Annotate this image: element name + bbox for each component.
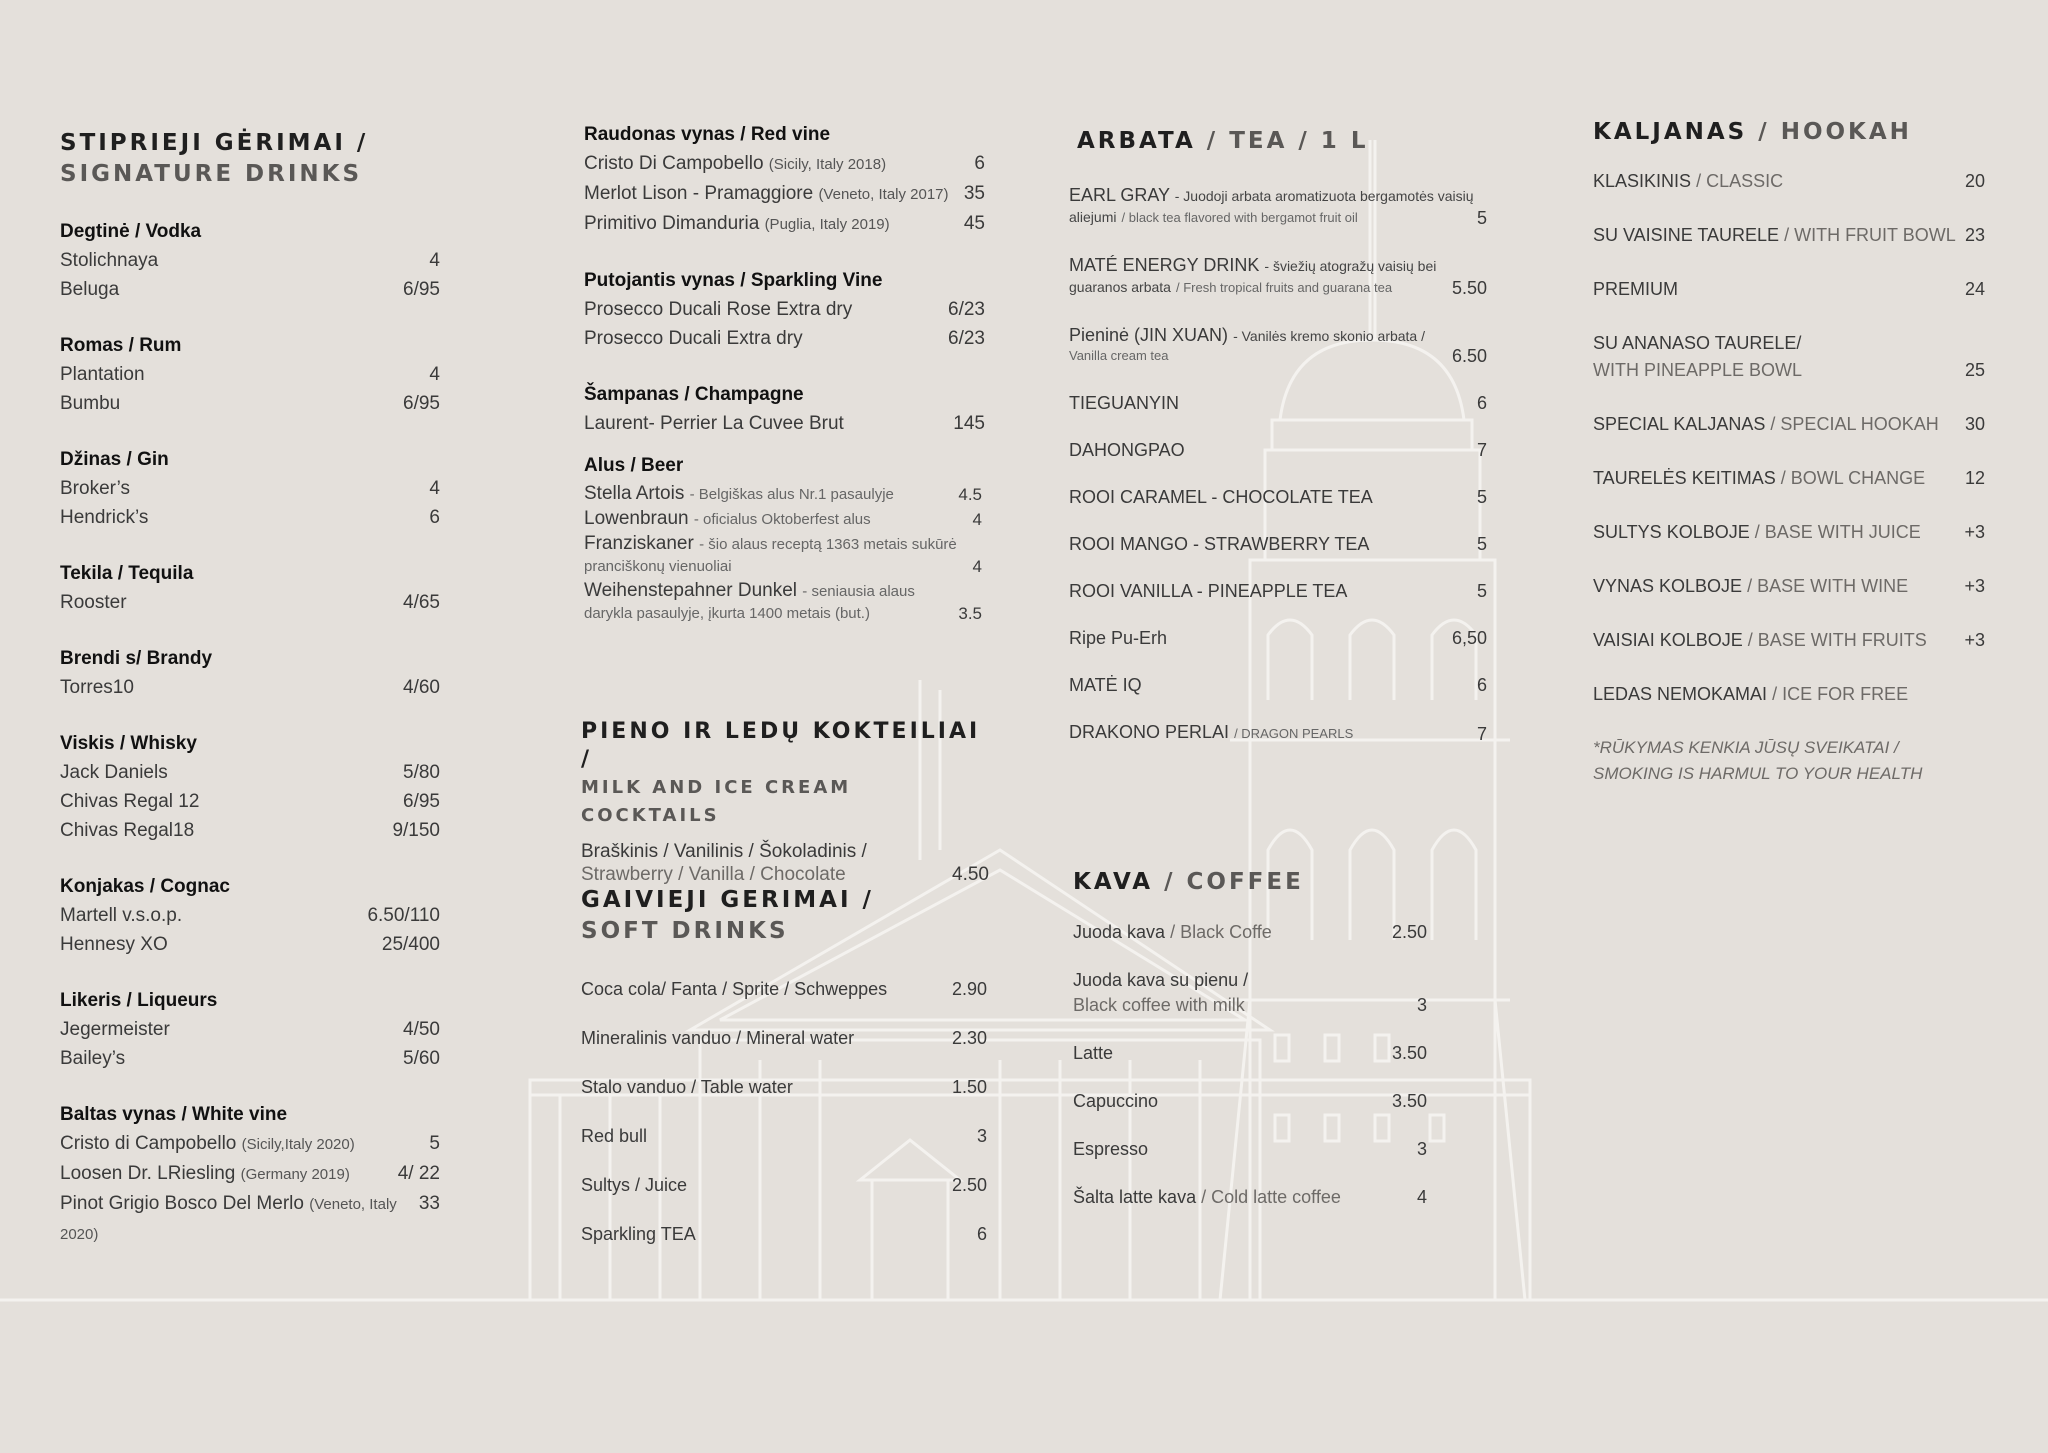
menu-item bbox=[60, 503, 440, 532]
menu-item-name: Chivas Regal18 bbox=[60, 820, 195, 841]
menu-item bbox=[1069, 628, 1501, 648]
menu-item-price: 4 bbox=[1416, 1187, 1427, 1207]
red-vine-items bbox=[584, 149, 990, 239]
menu-item-name: SPECIAL KALJANAS / SPECIAL HOOKAH bbox=[1593, 414, 1939, 434]
menu-item-price: 4 bbox=[972, 510, 982, 529]
menu-item-price: 33 bbox=[418, 1193, 440, 1214]
menu-group bbox=[60, 730, 440, 845]
menu-item-name: Primitivo Dimanduria (Puglia, Italy 2019) bbox=[584, 213, 890, 234]
menu-item-name: Šalta latte kava / Cold latte coffee bbox=[1073, 1187, 1341, 1207]
section-title-hookah: KALJANAS / HOOKAH bbox=[1593, 119, 1912, 145]
champagne-items bbox=[584, 409, 990, 438]
menu-item-name: ROOI CARAMEL - CHOCOLATE TEA bbox=[1069, 487, 1373, 507]
menu-item-price: 4 bbox=[429, 478, 440, 499]
menu-item bbox=[581, 965, 987, 1014]
menu-item-price: 6 bbox=[1476, 393, 1487, 413]
menu-item-price: +3 bbox=[1964, 630, 1985, 650]
menu-item-name: Juoda kava su pienu / Black coffee with milk bbox=[1073, 970, 1249, 1015]
menu-item bbox=[60, 758, 440, 787]
menu-group bbox=[60, 218, 440, 304]
menu-item-name: Braškinis / Vanilinis / Šokoladinis / Strawberry / Vanilla / Chocolate bbox=[581, 841, 867, 885]
coffee-items bbox=[1073, 920, 1463, 1210]
menu-item bbox=[1593, 519, 1985, 546]
menu-item-name: Loosen Dr. LRiesling (Germany 2019) bbox=[60, 1163, 350, 1184]
column-signature-drinks bbox=[60, 128, 440, 1249]
menu-item-price: 6.50/110 bbox=[367, 905, 440, 926]
menu-item-price: 23 bbox=[1964, 225, 1985, 245]
menu-group-champagne bbox=[584, 381, 990, 438]
menu-item-name: Jegermeister bbox=[60, 1019, 170, 1040]
menu-item-name: ROOI VANILLA - PINEAPPLE TEA bbox=[1069, 581, 1348, 601]
menu-group-title: Degtinė / Vodka bbox=[60, 221, 202, 242]
sparkling-vine-items bbox=[584, 295, 990, 353]
section-title-signature-drinks: STIPRIEJI GĖRIMAI / SIGNATURE DRINKS bbox=[60, 130, 369, 187]
beer-items bbox=[584, 483, 990, 624]
menu-group bbox=[60, 645, 440, 702]
menu-item-name: EARL GRAY - Juodoji arbata aromatizuota bergamotės vaisių aliejumi / black tea flavored with bergamot fruit oil bbox=[1069, 185, 1474, 225]
menu-group-sparkling-vine bbox=[584, 267, 990, 353]
menu-item-name: TIEGUANYIN bbox=[1069, 393, 1180, 413]
menu-item-price: +3 bbox=[1964, 576, 1985, 596]
menu-item bbox=[1073, 1137, 1463, 1162]
menu-item-price: 25/400 bbox=[381, 934, 440, 955]
signature-drinks-groups bbox=[60, 218, 440, 1073]
menu-item bbox=[60, 1189, 440, 1249]
menu-item-price: 6,50 bbox=[1451, 628, 1487, 648]
menu-item-price: 4/60 bbox=[403, 677, 440, 698]
menu-item-price: 5 bbox=[1476, 581, 1487, 601]
menu-item bbox=[60, 1129, 440, 1159]
menu-item bbox=[1069, 722, 1501, 744]
menu-item-price: 6/95 bbox=[403, 393, 440, 414]
menu-group-title: Viskis / Whisky bbox=[60, 733, 197, 754]
menu-item-price: 6 bbox=[976, 1224, 987, 1244]
menu-item-price: 4 bbox=[972, 557, 982, 576]
menu-item-name: Chivas Regal 12 bbox=[60, 791, 200, 812]
menu-group-title: Brendi s/ Brandy bbox=[60, 648, 213, 669]
menu-item-name: DRAKONO PERLAI / DRAGON PEARLS bbox=[1069, 722, 1354, 742]
menu-item bbox=[584, 149, 990, 179]
health-warning: *RŪKYMAS KENKIA JŪSŲ SVEIKATAI / SMOKING IS HARMUL TO YOUR HEALTH bbox=[1593, 738, 1923, 783]
menu-item-name: TAURELĖS KEITIMAS / BOWL CHANGE bbox=[1593, 468, 1926, 488]
menu-item-price: 5 bbox=[429, 1133, 440, 1154]
menu-item bbox=[1593, 627, 1985, 654]
menu-item bbox=[1073, 920, 1463, 945]
soft-drinks-items bbox=[581, 965, 987, 1259]
menu-item-name: Prosecco Ducali Rose Extra dry bbox=[584, 299, 853, 320]
menu-item-name: Merlot Lison - Pramaggiore (Veneto, Italy 2017) bbox=[584, 183, 949, 204]
menu-group-title: Baltas vynas / White vine bbox=[60, 1104, 288, 1125]
menu-item bbox=[60, 360, 440, 389]
menu-item-name: ROOI MANGO - STRAWBERRY TEA bbox=[1069, 534, 1370, 554]
menu-item-price: 3.50 bbox=[1391, 1043, 1427, 1063]
menu-item-price: 35 bbox=[963, 183, 985, 204]
menu-item-name: Stella Artois - Belgiškas alus Nr.1 pasaulyje bbox=[584, 483, 894, 504]
menu-item bbox=[1069, 534, 1501, 554]
menu-item-price: 3 bbox=[1416, 995, 1427, 1015]
menu-group-white-vine bbox=[60, 1101, 440, 1249]
menu-item-price: 12 bbox=[1964, 468, 1985, 488]
menu-item-name: Hennesy XO bbox=[60, 934, 168, 955]
menu-item-name: Stalo vanduo / Table water bbox=[581, 1077, 793, 1097]
menu-item-price: 3.5 bbox=[958, 604, 982, 623]
menu-item bbox=[60, 930, 440, 959]
section-tea bbox=[1069, 126, 1501, 771]
menu-item-name: Pieninė (JIN XUAN) - Vanilės kremo skonio arbata / Vanilla cream tea bbox=[1069, 325, 1426, 363]
menu-item bbox=[60, 901, 440, 930]
menu-group-title: Raudonas vynas / Red vine bbox=[584, 124, 831, 145]
menu-group-title: Tekila / Tequila bbox=[60, 563, 194, 584]
menu-item-name: Weihenstepahner Dunkel - seniausia alaus darykla pasaulyje, įkurta 1400 metais (but.) bbox=[584, 580, 915, 622]
menu-item bbox=[1593, 465, 1985, 492]
menu-item-price: 30 bbox=[1964, 414, 1985, 434]
menu-item-name: Rooster bbox=[60, 592, 127, 613]
menu-item bbox=[1073, 1185, 1463, 1210]
menu-item-price: 2.50 bbox=[951, 1175, 987, 1195]
menu-item bbox=[60, 474, 440, 503]
menu-item-name: Sultys / Juice bbox=[581, 1175, 688, 1195]
menu-group bbox=[60, 873, 440, 959]
menu-item bbox=[60, 1159, 440, 1189]
menu-item-price: 3.50 bbox=[1391, 1091, 1427, 1111]
menu-item-name: Cristo di Campobello (Sicily,Italy 2020) bbox=[60, 1133, 355, 1154]
menu-item-price: 6 bbox=[429, 507, 440, 528]
menu-item-name: Mineralinis vanduo / Mineral water bbox=[581, 1028, 855, 1048]
menu-item-price: 3 bbox=[976, 1126, 987, 1146]
menu-item bbox=[581, 840, 989, 886]
menu-group-title: Alus / Beer bbox=[584, 455, 684, 476]
menu-item-name: MATÉ ENERGY DRINK - šviežių atogražų vaisių bei guaranos arbata / Fresh tropical fruits and guarana tea bbox=[1069, 255, 1437, 295]
menu-item-name: LEDAS NEMOKAMAI / ICE FOR FREE bbox=[1593, 684, 1909, 704]
menu-group bbox=[60, 987, 440, 1073]
hookah-items bbox=[1593, 168, 1985, 708]
menu-item bbox=[1593, 222, 1985, 249]
menu-item-price: 6/23 bbox=[948, 299, 985, 320]
menu-item-price: 4/65 bbox=[403, 592, 440, 613]
menu-item bbox=[1073, 1089, 1463, 1114]
menu-item bbox=[60, 816, 440, 845]
menu-item-name: Broker’s bbox=[60, 478, 131, 499]
menu-item bbox=[584, 508, 990, 530]
menu-item bbox=[60, 787, 440, 816]
menu-item bbox=[60, 246, 440, 275]
menu-item bbox=[1069, 440, 1501, 460]
section-hookah bbox=[1593, 117, 1985, 787]
menu-item-name: Lowenbraun - oficialus Oktoberfest alus bbox=[584, 508, 871, 529]
menu-item-name: Torres10 bbox=[60, 677, 134, 698]
menu-item-price: 4/50 bbox=[403, 1019, 440, 1040]
menu-item-price: 45 bbox=[963, 213, 985, 234]
section-title-coffee: KAVA / COFFEE bbox=[1073, 869, 1304, 895]
menu-item-name: Stolichnaya bbox=[60, 250, 159, 271]
menu-group-beer bbox=[584, 452, 990, 624]
menu-item-name: Cristo Di Campobello (Sicily, Italy 2018) bbox=[584, 153, 887, 174]
menu-item bbox=[581, 1161, 987, 1210]
menu-item-name: VAISIAI KOLBOJE / BASE WITH FRUITS bbox=[1593, 630, 1927, 650]
section-coffee bbox=[1073, 867, 1463, 1233]
menu-item bbox=[1073, 1041, 1463, 1066]
menu-group bbox=[60, 560, 440, 617]
menu-item bbox=[60, 389, 440, 418]
menu-item-price: 5.50 bbox=[1451, 278, 1487, 298]
menu-item bbox=[60, 1015, 440, 1044]
menu-item bbox=[584, 409, 990, 438]
menu-item-price: 2.90 bbox=[951, 979, 987, 999]
menu-item-price: 7 bbox=[1476, 440, 1487, 460]
menu-item bbox=[1069, 675, 1501, 695]
menu-item bbox=[1069, 255, 1501, 298]
menu-item-name: Hendrick’s bbox=[60, 507, 149, 528]
column-wines-beer-soft bbox=[584, 121, 990, 627]
menu-item-name: Martell v.s.o.p. bbox=[60, 905, 183, 926]
menu-item-name: SULTYS KOLBOJE / BASE WITH JUICE bbox=[1593, 522, 1921, 542]
menu-group-title: Džinas / Gin bbox=[60, 449, 169, 470]
menu-item bbox=[584, 179, 990, 209]
menu-item-name: Red bull bbox=[581, 1126, 648, 1146]
menu-item-name: Bumbu bbox=[60, 393, 121, 414]
menu-group-title: Romas / Rum bbox=[60, 335, 182, 356]
menu-item-name: KLASIKINIS / CLASSIC bbox=[1593, 171, 1784, 191]
menu-item-price: 6 bbox=[1476, 675, 1487, 695]
menu-item bbox=[584, 533, 990, 577]
menu-item bbox=[581, 1014, 987, 1063]
menu-item-price: 6/23 bbox=[948, 328, 985, 349]
menu-item-name: MATĖ IQ bbox=[1069, 675, 1142, 695]
menu-item bbox=[1069, 581, 1501, 601]
menu-item-name: Coca cola/ Fanta / Sprite / Schweppes bbox=[581, 979, 888, 999]
menu-item-price: 3 bbox=[1416, 1139, 1427, 1159]
menu-item bbox=[1069, 325, 1501, 366]
menu-item-price: 145 bbox=[953, 413, 985, 434]
menu-item bbox=[1593, 276, 1985, 303]
menu-item-price: +3 bbox=[1964, 522, 1985, 542]
menu-item bbox=[584, 295, 990, 324]
menu-item-price: 2.30 bbox=[951, 1028, 987, 1048]
menu-item bbox=[1593, 681, 1985, 708]
menu-item bbox=[60, 588, 440, 617]
menu-item-name: Plantation bbox=[60, 364, 145, 385]
menu-group-title: Šampanas / Champagne bbox=[584, 384, 804, 405]
menu-item-name: Beluga bbox=[60, 279, 120, 300]
menu-item-name: Bailey’s bbox=[60, 1048, 126, 1069]
menu-item-name: Jack Daniels bbox=[60, 762, 168, 783]
menu-item-name: PREMIUM bbox=[1593, 279, 1678, 299]
menu-item bbox=[1069, 185, 1501, 228]
menu-group-title: Putojantis vynas / Sparkling Vine bbox=[584, 270, 883, 291]
menu-item-price: 25 bbox=[1964, 360, 1985, 380]
menu-item-name: DAHONGPAO bbox=[1069, 440, 1185, 460]
menu-group-red-vine bbox=[584, 121, 990, 239]
tea-items bbox=[1069, 185, 1501, 744]
menu-item-name: Capuccino bbox=[1073, 1091, 1159, 1111]
menu-item-name: Laurent- Perrier La Cuvee Brut bbox=[584, 413, 844, 434]
menu-item bbox=[581, 1112, 987, 1161]
menu-item-price: 7 bbox=[1476, 724, 1487, 744]
menu-item-price: 6.50 bbox=[1451, 346, 1487, 366]
menu-item-name: SU ANANASO TAURELE/ WITH PINEAPPLE BOWL bbox=[1593, 333, 1803, 380]
menu-item-price: 6/95 bbox=[403, 279, 440, 300]
menu-item-name: VYNAS KOLBOJE / BASE WITH WINE bbox=[1593, 576, 1909, 596]
menu-group-title: Likeris / Liqueurs bbox=[60, 990, 218, 1011]
menu-item-price: 5/80 bbox=[403, 762, 440, 783]
menu-item bbox=[584, 483, 990, 505]
menu-item-price: 2.50 bbox=[1391, 922, 1427, 942]
menu-group bbox=[60, 332, 440, 418]
menu-item-price: 4 bbox=[429, 250, 440, 271]
menu-item bbox=[60, 1044, 440, 1073]
menu-item-name: Juoda kava / Black Coffe bbox=[1073, 922, 1272, 942]
section-title-milk-cocktails: PIENO IR LEDŲ KOKTEILIAI / MILK AND ICE CREAM COCKTAILS bbox=[581, 719, 981, 826]
menu-group-title: Konjakas / Cognac bbox=[60, 876, 230, 897]
menu-item-price: 24 bbox=[1964, 279, 1985, 299]
menu-item bbox=[1593, 411, 1985, 438]
menu-item bbox=[1593, 168, 1985, 195]
menu-item-price: 5/60 bbox=[403, 1048, 440, 1069]
menu-item bbox=[584, 324, 990, 353]
menu-item-name: Espresso bbox=[1073, 1139, 1149, 1159]
menu-item bbox=[1593, 573, 1985, 600]
menu-item-price: 4.50 bbox=[952, 864, 989, 885]
menu-item-name: Prosecco Ducali Extra dry bbox=[584, 328, 803, 349]
menu-item-price: 9/150 bbox=[392, 820, 440, 841]
menu-item bbox=[60, 673, 440, 702]
section-milk-cocktails bbox=[581, 718, 989, 886]
menu-item-name: Franziskaner - šio alaus receptą 1363 metais sukūrė pranciškonų vienuoliai bbox=[584, 533, 957, 575]
menu-item bbox=[1593, 330, 1985, 384]
menu-item-price: 6/95 bbox=[403, 791, 440, 812]
menu-item-price: 5 bbox=[1476, 487, 1487, 507]
menu-item bbox=[581, 1210, 987, 1259]
menu-item-name: Sparkling TEA bbox=[581, 1224, 696, 1244]
menu-item-price: 5 bbox=[1476, 208, 1487, 228]
menu-item bbox=[1073, 968, 1463, 1018]
menu-item-name: Pinot Grigio Bosco Del Merlo (Veneto, Italy 2020) bbox=[60, 1193, 397, 1243]
menu-item-name: Ripe Pu-Erh bbox=[1069, 628, 1168, 648]
section-title-tea: ARBATA / TEA / 1 L bbox=[1077, 128, 1369, 154]
section-soft-drinks bbox=[581, 885, 987, 1259]
menu-item-price: 4/ 22 bbox=[397, 1163, 440, 1184]
menu-item-price: 1.50 bbox=[951, 1077, 987, 1097]
menu-item-price: 20 bbox=[1964, 171, 1985, 191]
menu-item-price: 4.5 bbox=[958, 485, 982, 504]
menu-item-price: 5 bbox=[1476, 534, 1487, 554]
menu-item bbox=[1069, 487, 1501, 507]
menu-item-price: 4 bbox=[429, 364, 440, 385]
white-vine-items bbox=[60, 1129, 440, 1249]
menu-item bbox=[1069, 393, 1501, 413]
menu-item bbox=[584, 209, 990, 239]
menu-item bbox=[584, 580, 990, 624]
menu-item bbox=[60, 275, 440, 304]
menu-item-name: Latte bbox=[1073, 1043, 1114, 1063]
menu-item bbox=[581, 1063, 987, 1112]
menu-item-price: 6 bbox=[974, 153, 985, 174]
menu-group bbox=[60, 446, 440, 532]
menu-item-name: SU VAISINE TAURELE / WITH FRUIT BOWL bbox=[1593, 225, 1956, 245]
section-title-soft-drinks: GAIVIEJI GERIMAI / SOFT DRINKS bbox=[581, 887, 874, 944]
